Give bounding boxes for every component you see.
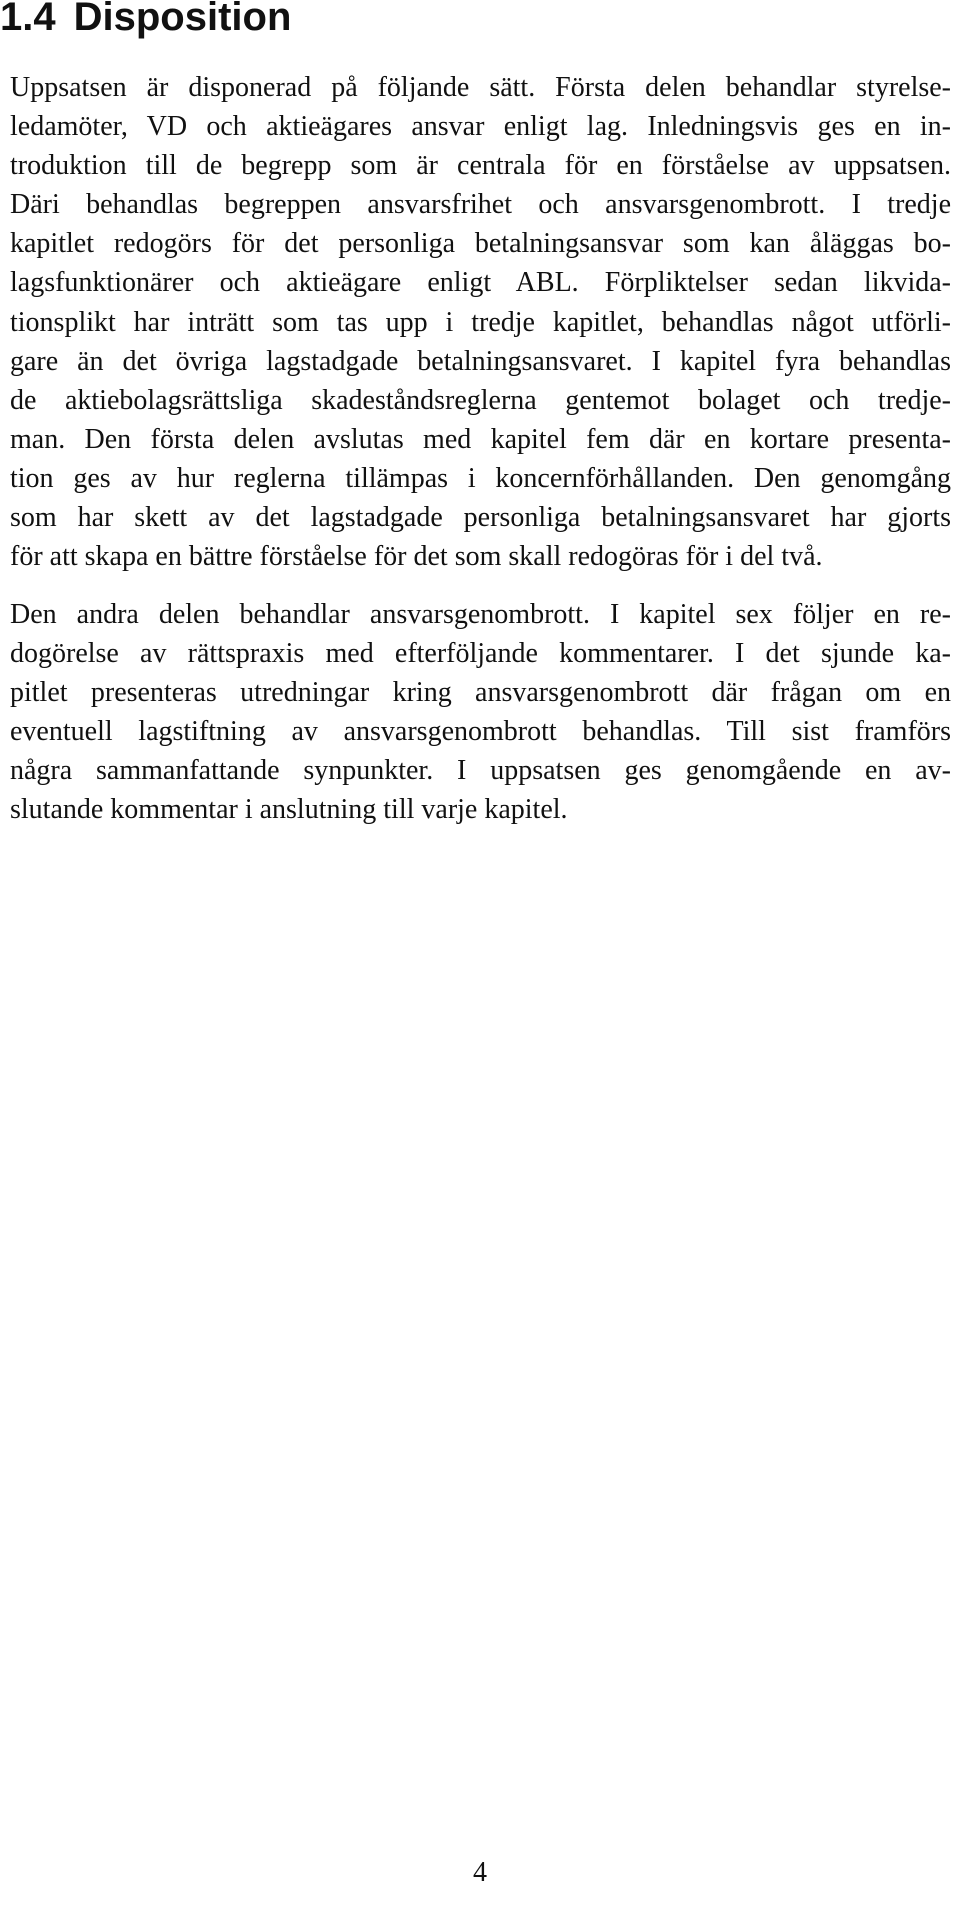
section-title: Disposition xyxy=(73,0,292,39)
paragraph-overview-part-one xyxy=(10,68,951,576)
text-line: Däri behandlas begreppen ansvarsfrihet och ansvarsgenombrott. I tredje xyxy=(10,189,951,221)
text-line: lagsfunktionärer och aktieägare enligt ABL. Förpliktelser sedan likvida- xyxy=(10,267,951,299)
text-line: för att skapa en bättre förståelse för det som skall redogöras för i del två. xyxy=(10,541,823,573)
text-line: ledamöter, VD och aktieägares ansvar enligt lag. Inledningsvis ges en in- xyxy=(10,111,951,143)
page-number: 4 xyxy=(473,1857,487,1888)
text-line: dogörelse av rättspraxis med efterföljande kommentarer. I det sjunde ka- xyxy=(10,638,951,670)
paragraph-overview-part-two xyxy=(10,595,951,830)
text-line: troduktion till de begrepp som är centrala för en förståelse av uppsatsen. xyxy=(10,150,951,182)
text-line: gare än det övriga lagstadgade betalningsansvaret. I kapitel fyra behandlas xyxy=(10,345,951,377)
section-number: 1.4 xyxy=(0,0,56,39)
text-line: tionsplikt har inträtt som tas upp i tredje kapitlet, behandlas något utförli- xyxy=(10,306,951,338)
text-line: eventuell lagstiftning av ansvarsgenombrott behandlas. Till sist framförs xyxy=(10,716,951,748)
section-heading xyxy=(0,0,291,40)
text-line: man. Den första delen avslutas med kapitel fem där en kortare presenta- xyxy=(10,423,951,455)
text-line: pitlet presenteras utredningar kring ansvarsgenombrott där frågan om en xyxy=(10,677,951,709)
text-line: de aktiebolagsrättsliga skadeståndsreglerna gentemot bolaget och tredje- xyxy=(10,384,951,416)
text-line: slutande kommentar i anslutning till varje kapitel. xyxy=(10,794,568,826)
text-line: som har skett av det lagstadgade personliga betalningsansvaret har gjorts xyxy=(10,502,951,534)
text-line: tion ges av hur reglerna tillämpas i koncernförhållanden. Den genomgång xyxy=(10,462,951,494)
text-line: Uppsatsen är disponerad på följande sätt. Första delen behandlar styrelse- xyxy=(10,72,951,103)
text-line: några sammanfattande synpunkter. I uppsatsen ges genomgående en av- xyxy=(10,755,951,787)
text-line: Den andra delen behandlar ansvarsgenombrott. I kapitel sex följer en re- xyxy=(10,599,951,630)
text-line: kapitlet redogörs för det personliga betalningsansvar som kan åläggas bo- xyxy=(10,228,951,260)
